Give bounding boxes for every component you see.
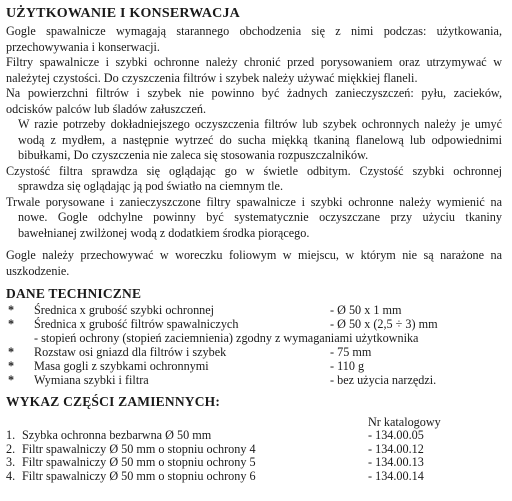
part-name: Filtr spawalniczy Ø 50 mm o stopniu ochrony 6 (22, 468, 256, 483)
paragraph-line: przechowywania i konserwacji. (6, 39, 160, 54)
spec-note: - stopień ochrony (stopień zaciemnienia) zgodny z wymaganiami użytkownika (34, 331, 419, 345)
paragraph-line: Trwale porysowane i zanieczyszczone filtry spawalnicze i szybki ochronne należy wymienić na (6, 194, 502, 209)
spec-item (6, 317, 502, 331)
spec-item (6, 359, 502, 373)
paragraph-line: Gogle spawalnicze wymagają starannego obchodzenia się z nimi podczas: użytkowania, (6, 24, 502, 38)
part-catalog-code: - 134.00.12 (368, 441, 424, 456)
paragraph-line: Na powierzchni filtrów i szybek nie powinno być żadnych zanieczyszczeń: pyłu, zacieków, (6, 86, 502, 100)
spec-label: Masa gogli z szybkami ochronnymi (34, 359, 209, 373)
bullet-icon: * (8, 359, 15, 373)
spec-item (6, 345, 502, 359)
part-name: Filtr spawalniczy Ø 50 mm o stopniu ochrony 4 (22, 441, 256, 456)
spec-value: - 75 mm (330, 345, 372, 359)
paragraph-line: Filtry spawalnicze i szybki ochronne należy chronić przed porysowaniem oraz utrzymywać w (6, 55, 502, 69)
list-item (6, 443, 502, 457)
spacer (6, 387, 502, 394)
paragraph-line: bawełnianej zwilżonej wodą z dodatkiem środka piorącego. (18, 225, 310, 240)
list-item (6, 456, 502, 470)
parts-list (6, 429, 502, 483)
spec-list (6, 303, 502, 387)
spec-item (6, 303, 502, 317)
paragraph-line: uszkodzenie. (6, 263, 70, 278)
catalog-number-header: Nr katalogowy (368, 415, 441, 429)
part-catalog-code: - 134.00.05 (368, 428, 424, 442)
part-catalog-code: - 134.00.14 (368, 468, 424, 483)
part-number: 1. (6, 428, 16, 442)
part-number: 4. (6, 468, 16, 483)
section-title-spare-parts: WYKAZ CZĘŚCI ZAMIENNYCH: (6, 394, 221, 409)
spec-item (6, 373, 502, 387)
paragraph-line: nowe. Gogle odchylne powinny być systematycznie oczyszczane przy użyciu tkaniny (18, 210, 502, 224)
section-title-usage: UŻYTKOWANIE I KONSERWACJA (6, 6, 240, 21)
part-number: 2. (6, 441, 16, 456)
list-item (6, 429, 502, 443)
paragraph-line: należytej czystości. Do czyszczenia filtrów i szybek należy używać miękkiej flaneli. (6, 70, 418, 85)
list-item (6, 470, 502, 484)
spec-label: Średnica x grubość szybki ochronnej (34, 303, 215, 317)
spacer (6, 241, 502, 248)
part-name: Filtr spawalniczy Ø 50 mm o stopniu ochrony 5 (22, 455, 256, 469)
bullet-icon: * (8, 373, 15, 387)
spec-value: - Ø 50 x (2,5 ÷ 3) mm (330, 317, 438, 331)
part-catalog-code: - 134.00.13 (368, 455, 424, 469)
paragraph-line: odcisków palców lub śladów załuszczeń. (6, 101, 207, 116)
spec-value: - bez użycia narzędzi. (330, 373, 437, 387)
paragraph-line: bibułkami, Do czyszczenia nie zaleca się stosowania rozpuszczalników. (18, 148, 369, 162)
section-title-technical-data: DANE TECHNICZNE (6, 286, 142, 301)
paragraph-line: sprawdza się oglądając ją pod światło na ciemnym tle. (18, 179, 283, 193)
paragraph-line: Gogle należy przechowywać w woreczku foliowym w miejscu, w którym nie są narażone na (6, 248, 502, 262)
paragraph-line: Czystość filtra sprawdza się oglądając go w świetle odbitym. Czystość szybki ochronnej (6, 163, 502, 178)
spec-label: Średnica x grubość filtrów spawalniczych (34, 317, 239, 331)
spec-value: - Ø 50 x 1 mm (330, 303, 402, 317)
part-name: Szybka ochronna bezbarwna Ø 50 mm (22, 428, 212, 442)
spacer (6, 279, 502, 286)
spec-label: Wymiana szybki i filtra (34, 373, 149, 387)
spec-label: Rozstaw osi gniazd dla filtrów i szybek (34, 345, 227, 359)
bullet-icon: * (8, 345, 15, 359)
spec-value: - 110 g (330, 359, 365, 373)
bullet-icon: * (8, 303, 15, 317)
bullet-icon: * (8, 317, 15, 331)
part-number: 3. (6, 455, 16, 469)
paragraph-line: wodą z mydłem, a następnie wytrzeć do sucha miękką tkaniną flanelową lub odpowiednimi (18, 132, 502, 147)
paragraph-line: W razie potrzeby dokładniejszego oczyszczenia filtrów lub szybek ochronnych należy je umyć (18, 117, 502, 131)
